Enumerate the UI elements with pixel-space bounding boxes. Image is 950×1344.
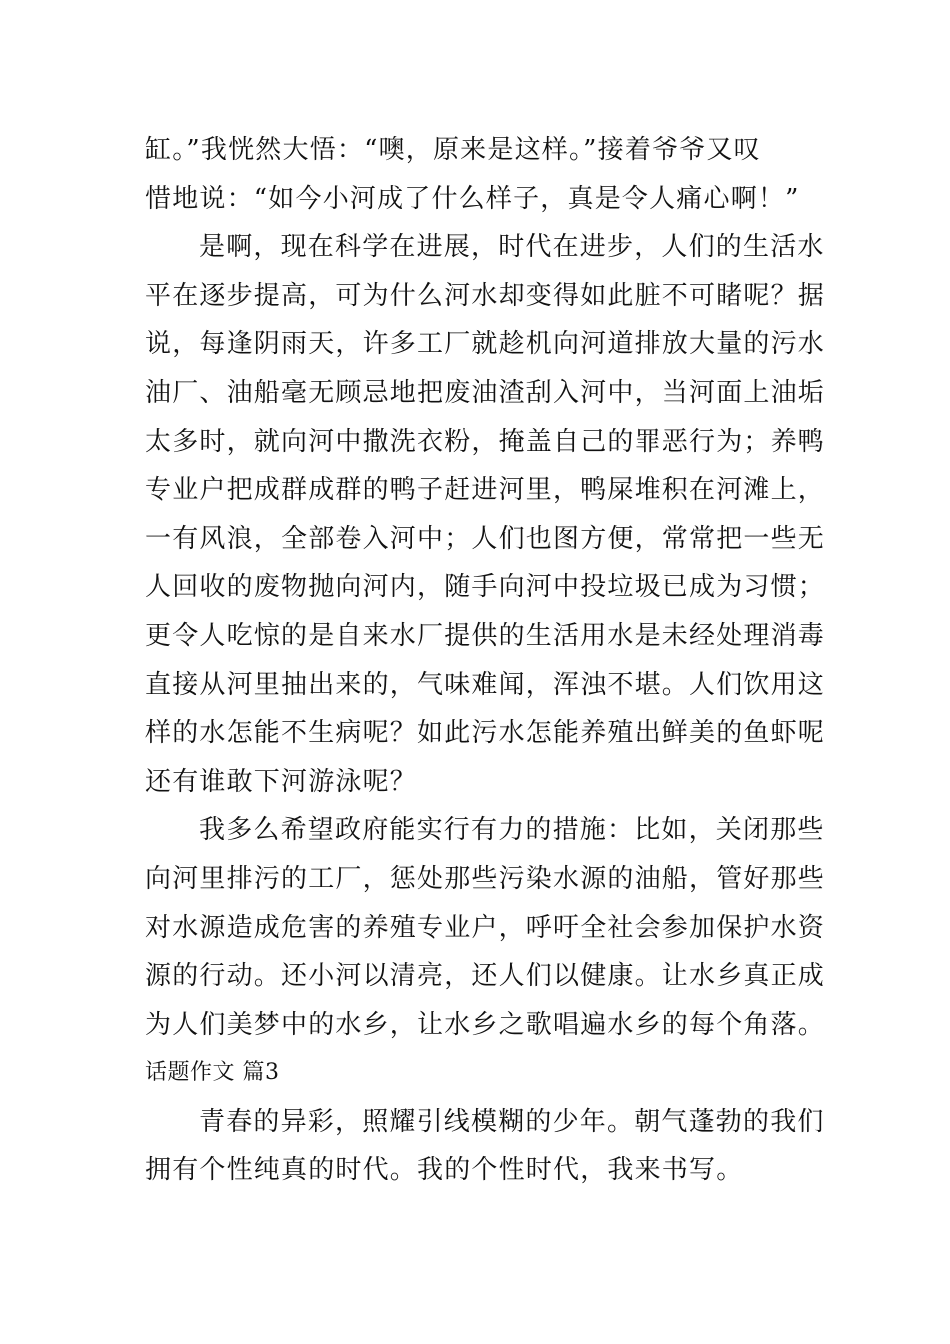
text-line: 为人们美梦中的水乡，让水乡之歌唱遍水乡的每个角落。 (145, 1009, 826, 1040)
text-line: 向河里排污的工厂，惩处那些污染水源的油船，管好那些 (145, 863, 826, 894)
text-line: 拥有个性纯真的时代。我的个性时代，我来书写。 (145, 1155, 744, 1186)
text-line: 源的行动。还小河以清亮，还人们以健康。让水乡真正成 (145, 961, 826, 992)
text-line: 是啊，现在科学在进展，时代在进步，人们的生活水 (199, 232, 825, 263)
text-line: 对水源造成危害的养殖专业户，呼吁全社会参加保护水资 (145, 912, 826, 943)
paragraph (145, 223, 826, 806)
text-line: 我多么希望政府能实行有力的措施：比如，关闭那些 (199, 815, 825, 846)
document-body (145, 126, 826, 1195)
text-line: 一有风浪，全部卷入河中；人们也图方便，常常把一些无 (145, 523, 826, 554)
section-heading: 话题作文 篇3 (145, 1060, 280, 1086)
text-line: 青春的异彩，照耀引线模糊的少年。朝气蓬勃的我们 (199, 1106, 825, 1137)
text-line: 说，每逢阴雨天，许多工厂就趁机向河道排放大量的污水 (145, 329, 826, 360)
text-line: 专业户把成群成群的鸭子赶进河里，鸭屎堆积在河滩上， (145, 475, 826, 506)
text-line: 油厂、油船毫无顾忌地把废油渣刮入河中，当河面上油垢 (145, 377, 826, 408)
paragraph (145, 806, 826, 1049)
text-line: 样的水怎能不生病呢？如此污水怎能养殖出鲜美的鱼虾呢 (145, 718, 826, 749)
text-line: 人回收的废物抛向河内，随手向河中投垃圾已成为习惯； (145, 572, 826, 603)
text-line: 还有谁敢下河游泳呢？ (145, 766, 418, 797)
text-line: 更令人吃惊的是自来水厂提供的生活用水是未经处理消毒 (145, 620, 826, 651)
text-line: 直接从河里抽出来的，气味难闻，浑浊不堪。人们饮用这 (145, 669, 826, 700)
text-line: 惜地说：“如今小河成了什么样子，真是令人痛心啊！” (145, 183, 800, 214)
text-line: 缸。”我恍然大悟：“噢，原来是这样。”接着爷爷又叹 (145, 135, 761, 165)
paragraph (145, 126, 810, 223)
paragraph (145, 1098, 825, 1195)
text-line: 平在逐步提高，可为什么河水却变得如此脏不可睹呢？据 (145, 280, 826, 311)
text-line: 太多时，就向河中撒洗衣粉，掩盖自己的罪恶行为；养鸭 (145, 426, 826, 457)
